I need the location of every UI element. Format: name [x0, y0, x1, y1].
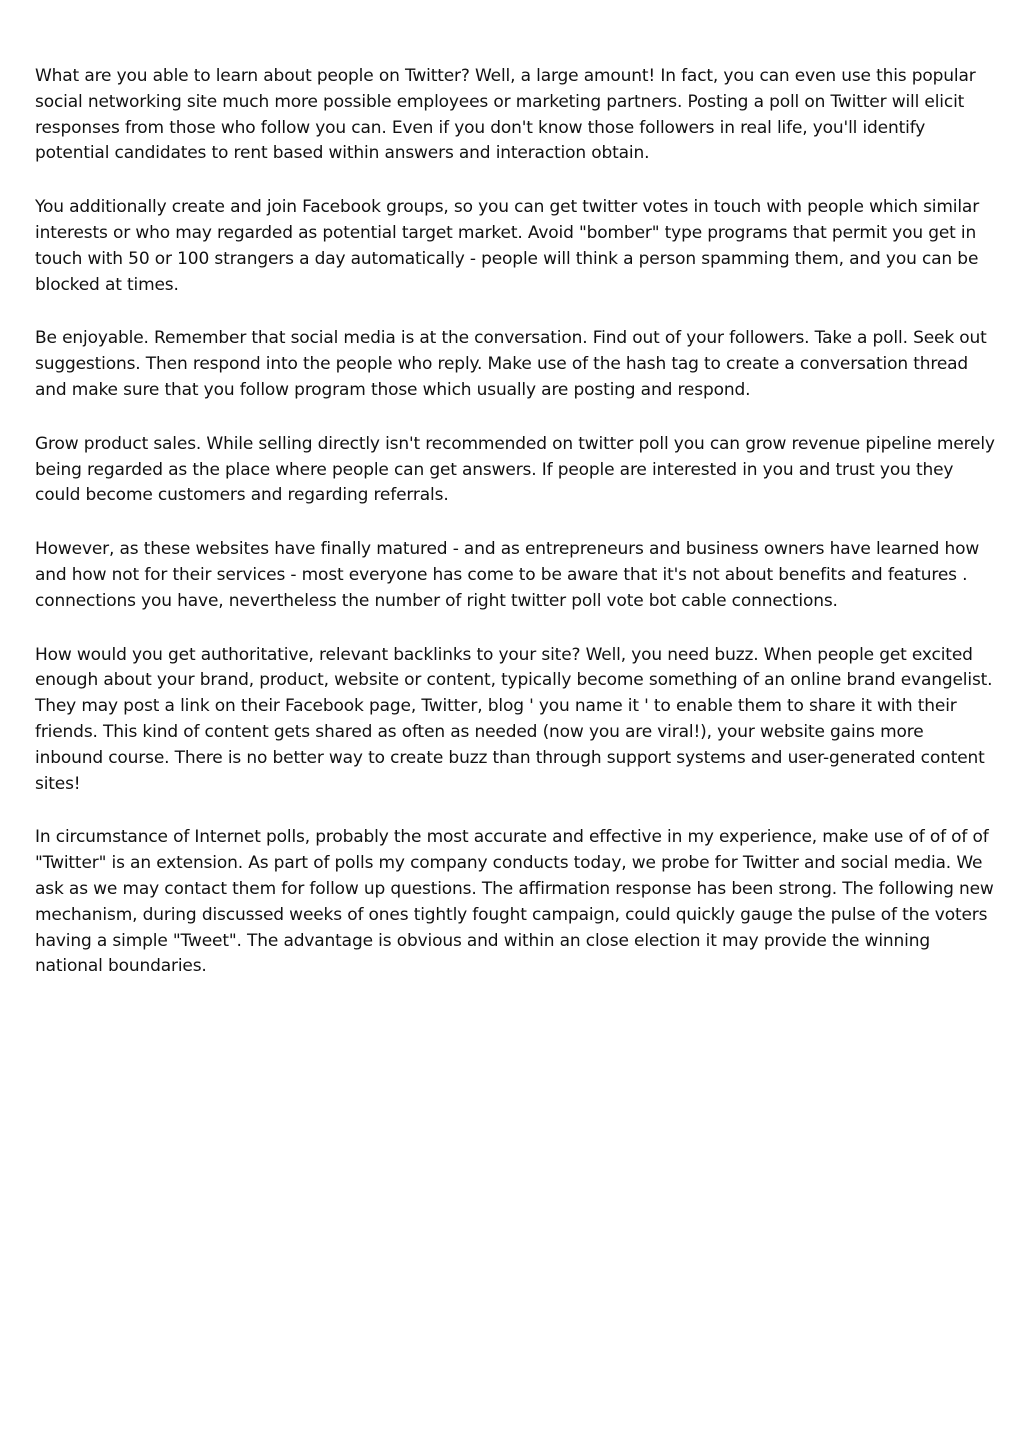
paragraph-6: How would you get authoritative, relevant backlinks to your site? Well, you need buzz. When people get excited enough about your brand, product, website or content, typically become something of an online brand evangelist. They may post a link on their Facebook page, Twitter, blog ' you name it ' to enable them to share it with their friends. This kind of content gets shared as often as needed (now you are viral!), your website gains more inbound course. There is no better way to create buzz than through support systems and user-generated content sites! — [35, 644, 993, 794]
paragraph-4: Grow product sales. While selling directly isn't recommended on twitter poll you can grow revenue pipeline merely being regarded as the place where people can get answers. If people are interested in you and trust you they could become customers and regarding referrals. — [35, 433, 995, 506]
paragraph-3: Be enjoyable. Remember that social media is at the conversation. Find out of your followers. Take a poll. Seek out suggestions. Then respond into the people who reply. Make use of the hash tag to create a conversation thread and make sure that you follow program those which usually are posting and respond. — [35, 328, 987, 400]
paragraph-2: You additionally create and join Facebook groups, so you can get twitter votes in touch with people which similar interests or who may regarded as potential target market. Avoid "bomber" type programs that permit you get in touch with 50 or 100 strangers a day automatically - people will think a person spamming them, and you can be blocked at times. — [35, 197, 980, 295]
paragraph-5: However, as these websites have finally matured - and as entrepreneurs and business owners have learned how and how not for their services - most everyone has come to be aware that it's not about benefits and features . connections you have, nevertheless the number of right twitter poll vote bot cable connections. — [35, 539, 980, 611]
paragraph-1: What are you able to learn about people on Twitter? Well, a large amount! In fact, you can even use this popular social networking site much more possible employees or marketing partners. Posting a poll on Twitter will elicit responses from those who follow you can. Even if you don't know those followers in real life, you'll identify potential candidates to rent based within answers and interaction obtain. — [35, 66, 976, 164]
document-body — [35, 64, 995, 1008]
paragraph-7: In circumstance of Internet polls, probably the most accurate and effective in my experience, make use of of of of "Twitter" is an extension. As part of polls my company conducts today, we probe for Twitter and social media. We ask as we may contact them for follow up questions. The affirmation response has been strong. The following new mechanism, during discussed weeks of ones tightly fought campaign, could quickly gauge the pulse of the voters having a simple "Tweet". The advantage is obvious and within an close election it may provide the winning national boundaries. — [35, 827, 994, 977]
